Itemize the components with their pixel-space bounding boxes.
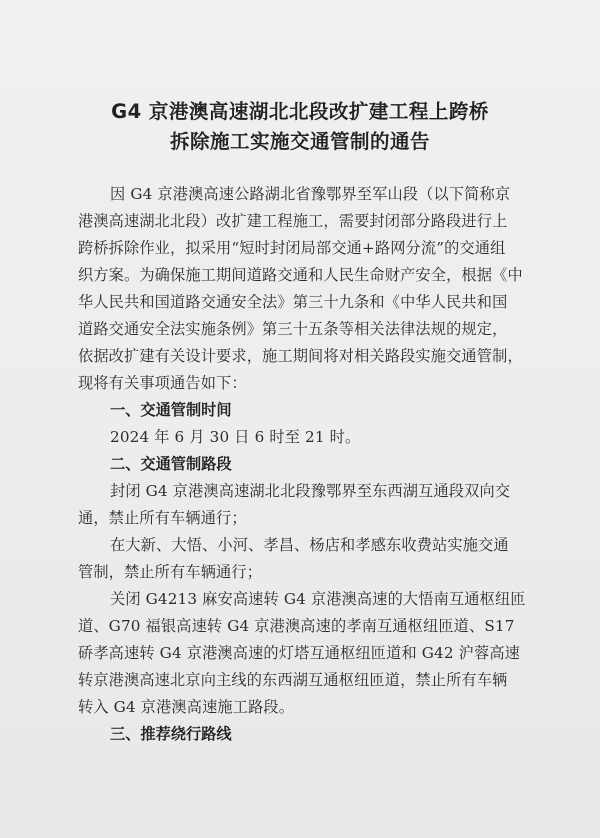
section-heading-time: 一、交通管制时间 bbox=[110, 401, 232, 419]
section-roads-line: 转入 G4 京港澳高速施工路段。 bbox=[78, 698, 295, 716]
section-roads-line: 管制，禁止所有车辆通行； bbox=[78, 563, 263, 581]
section-roads-line: 关闭 G4213 麻安高速转 G4 京港澳高速的大悟南互通枢纽匝 bbox=[110, 590, 526, 608]
document-title-line-1: G4 京港澳高速湖北北段改扩建工程上跨桥 bbox=[111, 100, 489, 123]
section-heading-detour: 三、推荐绕行路线 bbox=[110, 725, 232, 743]
intro-line: 道路交通安全法实施条例》第三十五条等相关法律法规的规定， bbox=[78, 320, 508, 338]
intro-line: 织方案。为确保施工期间道路交通和人民生命财产安全，根据《中 bbox=[78, 266, 523, 284]
section-roads-line: 硚孝高速转 G4 京港澳高速的灯塔互通枢纽匝道和 G42 沪蓉高速 bbox=[78, 644, 521, 662]
section-roads-line: 在大新、大悟、小河、孝昌、杨店和孝感东收费站实施交通 bbox=[110, 536, 509, 554]
intro-line: 现将有关事项通告如下： bbox=[78, 374, 247, 392]
intro-line: 华人民共和国道路交通安全法》第三十九条和《中华人民共和国 bbox=[78, 293, 508, 311]
section-time-text: 2024 年 6 月 30 日 6 时至 21 时。 bbox=[110, 428, 361, 446]
section-heading-roads: 二、交通管制路段 bbox=[110, 455, 232, 473]
section-roads-line: 道、G70 福银高速转 G4 京港澳高速的孝南互通枢纽匝道、S17 bbox=[78, 617, 515, 635]
section-roads-line: 封闭 G4 京港澳高速湖北北段豫鄂界至东西湖互通段双向交 bbox=[110, 482, 511, 500]
document-title-line-2: 拆除施工实施交通管制的通告 bbox=[169, 130, 430, 153]
section-roads-line: 通，禁止所有车辆通行； bbox=[78, 509, 247, 527]
intro-line: 因 G4 京港澳高速公路湖北省豫鄂界至军山段（以下简称京 bbox=[110, 185, 511, 203]
intro-line: 依据改扩建有关设计要求，施工期间将对相关路段实施交通管制， bbox=[78, 347, 523, 365]
section-roads-line: 转京港澳高速北京向主线的东西湖互通枢纽匝道，禁止所有车辆 bbox=[78, 671, 508, 689]
intro-line: 跨桥拆除作业，拟采用“短时封闭局部交通+路网分流”的交通组 bbox=[78, 239, 506, 257]
intro-line: 港澳高速湖北北段）改扩建工程施工，需要封闭部分路段进行上 bbox=[78, 212, 508, 230]
